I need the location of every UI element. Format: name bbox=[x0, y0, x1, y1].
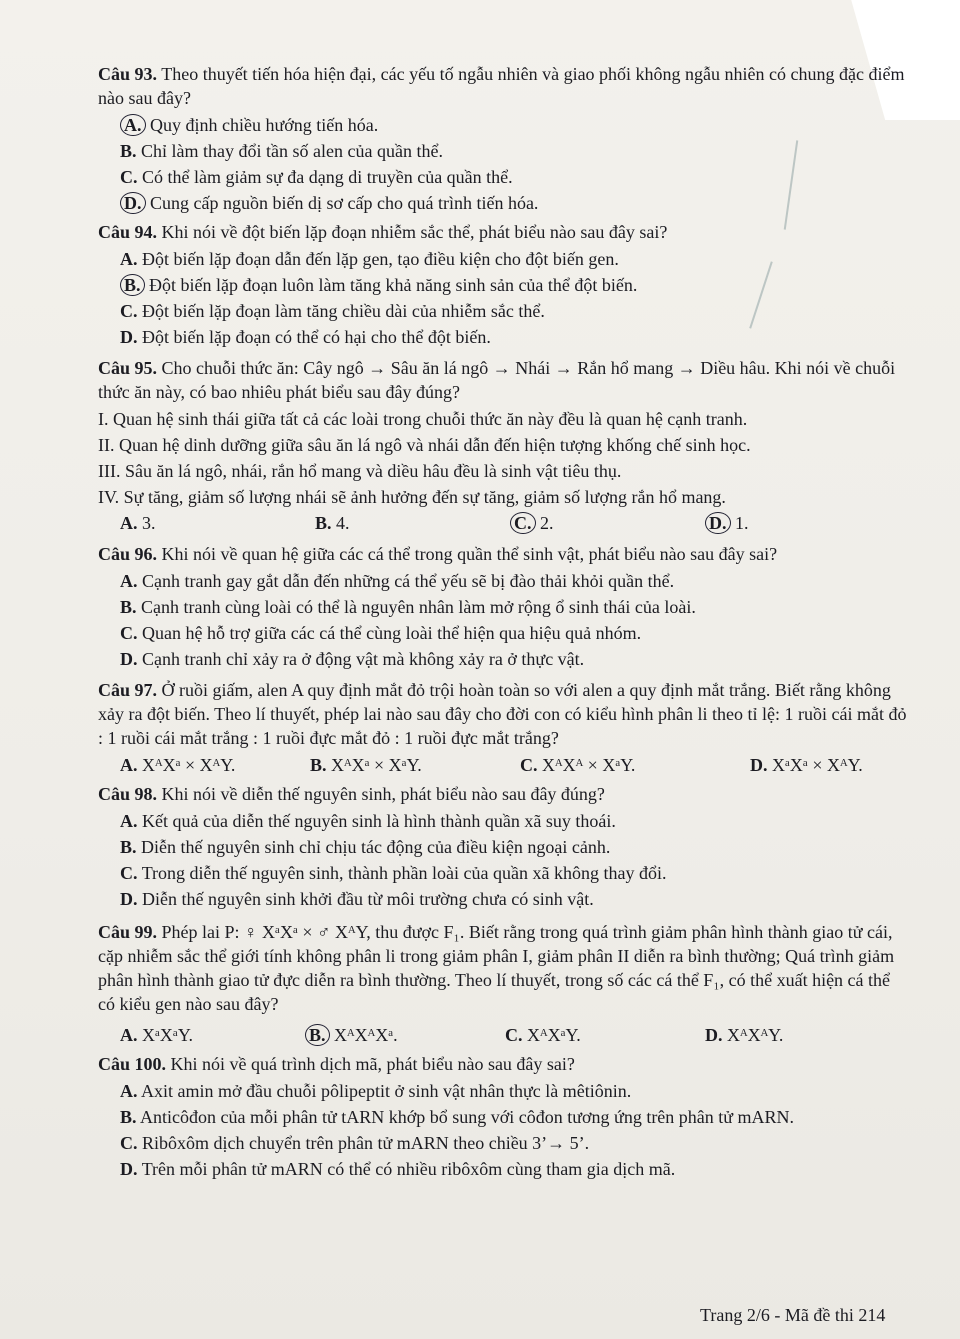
question-97 bbox=[98, 678, 908, 778]
question-stem: Theo thuyết tiến hóa hiện đại, các yếu tố ngẫu nhiên và giao phối không ngẫu nhiên có chung đặc điểm nào sau đây? bbox=[98, 64, 905, 108]
question-98 bbox=[98, 782, 908, 912]
option-c[interactable]: C. Có thể làm giảm sự đa dạng di truyền của quần thể. bbox=[120, 167, 513, 187]
option-d[interactable]: D. Cạnh tranh chỉ xảy ra ở động vật mà không xảy ra ở thực vật. bbox=[120, 649, 585, 669]
options-row bbox=[98, 1022, 908, 1048]
option-d[interactable]: D. XᴬXᴬY. bbox=[705, 1025, 784, 1045]
option-b[interactable]: B. Chỉ làm thay đổi tần số alen của quần thể. bbox=[120, 141, 443, 161]
question-stem: Phép lai P: ♀ XᵃXᵃ × ♂ XᴬY, thu được F₁. Biết rằng trong quá trình giảm phân hình thành giao tử cái, cặp nhiễm sắc thể giới tính không phân li trong giảm phân I, giảm phân II diễn ra bình thường; Quá trình giảm phân hình thành giao tử đực diễn ra bình thường. Theo lí thuyết, trong số các cá thể F₁, có thể xuất hiện cá thể có kiểu gen nào sau đây? bbox=[98, 922, 895, 1014]
question-label: Câu 95. bbox=[98, 358, 158, 378]
question-stem: Khi nói về diễn thế nguyên sinh, phát biểu nào sau đây đúng? bbox=[161, 784, 605, 804]
option-d[interactable]: D. Diễn thế nguyên sinh khởi đầu từ môi trường chưa có sinh vật. bbox=[120, 889, 594, 909]
question-label: Câu 96. bbox=[98, 544, 158, 564]
option-c[interactable]: C. Trong diễn thế nguyên sinh, thành phần loài của quần xã không thay đổi. bbox=[120, 863, 667, 883]
option-c[interactable]: C. 2. bbox=[510, 510, 705, 536]
option-b[interactable]: B. XᴬXᴬXᵃ. bbox=[305, 1022, 505, 1048]
option-b[interactable]: B. XᴬXᵃ × XᵃY. bbox=[310, 755, 422, 775]
question-96 bbox=[98, 542, 908, 672]
option-b[interactable]: B. Anticôđon của mỗi phân tử tARN khớp bổ sung với côđon tương ứng trên phân tử mARN. bbox=[120, 1107, 795, 1127]
question-stem: Khi nói về quá trình dịch mã, phát biểu nào sau đây sai? bbox=[170, 1054, 575, 1074]
option-a[interactable]: A. Axit amin mở đầu chuỗi pôlipeptit ở sinh vật nhân thực là mêtiônin. bbox=[120, 1081, 632, 1101]
option-d[interactable]: D. XᵃXᵃ × XᴬY. bbox=[750, 755, 863, 775]
question-label: Câu 97. bbox=[98, 680, 158, 700]
question-95 bbox=[98, 356, 908, 536]
option-a[interactable]: A. Cạnh tranh gay gắt dẫn đến những cá thể yếu sẽ bị đào thải khỏi quần thể. bbox=[120, 571, 675, 591]
question-label: Câu 98. bbox=[98, 784, 158, 804]
question-stem: Khi nói về đột biến lặp đoạn nhiễm sắc thể, phát biểu nào sau đây sai? bbox=[161, 222, 668, 242]
option-b[interactable]: B. 4. bbox=[315, 513, 350, 533]
question-94 bbox=[98, 220, 908, 350]
question-label: Câu 100. bbox=[98, 1054, 167, 1074]
option-a[interactable]: A. 3. bbox=[120, 513, 156, 533]
option-a[interactable]: A. Quy định chiều hướng tiến hóa. bbox=[98, 112, 908, 138]
option-c[interactable]: C. Ribôxôm dịch chuyển trên phân tử mARN theo chiều 3’→ 5’. bbox=[120, 1133, 590, 1153]
option-d[interactable]: D. Cung cấp nguồn biến dị sơ cấp cho quá trình tiến hóa. bbox=[98, 190, 908, 216]
question-100 bbox=[98, 1052, 908, 1182]
option-a[interactable]: A. XᵃXᵃY. bbox=[120, 1025, 194, 1045]
option-b[interactable]: B. Cạnh tranh cùng loài có thể là nguyên nhân làm mở rộng ổ sinh thái của loài. bbox=[120, 597, 696, 617]
question-list bbox=[98, 62, 908, 1182]
question-93 bbox=[98, 62, 908, 216]
option-c[interactable]: C. XᴬXᴬ × XᵃY. bbox=[520, 755, 636, 775]
statement-1: I. Quan hệ sinh thái giữa tất cả các loài trong chuỗi thức ăn này đều là quan hệ cạnh tranh. bbox=[98, 409, 748, 429]
option-b[interactable]: B. Đột biến lặp đoạn luôn làm tăng khả năng sinh sản của thể đột biến. bbox=[98, 272, 908, 298]
question-99 bbox=[98, 920, 908, 1048]
option-d[interactable]: D. Trên mỗi phân tử mARN có thể có nhiều ribôxôm cùng tham gia dịch mã. bbox=[120, 1159, 676, 1179]
statement-2: II. Quan hệ dinh dưỡng giữa sâu ăn lá ngô và nhái dẫn đến hiện tượng khống chế sinh học. bbox=[98, 435, 751, 455]
option-d[interactable]: D. Đột biến lặp đoạn có thể có hại cho thể đột biến. bbox=[120, 327, 491, 347]
page-footer: Trang 2/6 - Mã đề thi 214 bbox=[700, 1305, 886, 1325]
question-stem: Ở ruồi giấm, alen A quy định mắt đỏ trội hoàn toàn so với alen a quy định mắt trắng. Biết rằng không xảy ra đột biến. Theo lí thuyết, phép lai nào sau đây cho đời con có kiểu hình phân li theo tỉ lệ: 1 ruồi cái mắt đỏ : 1 ruồi cái mắt trắng : 1 ruồi đực mắt đỏ : 1 ruồi đực mắt trắng? bbox=[98, 680, 907, 748]
question-stem: Khi nói về quan hệ giữa các cá thể trong quần thể sinh vật, phát biểu nào sau đây sai? bbox=[161, 544, 778, 564]
options-row bbox=[98, 510, 908, 536]
option-c[interactable]: C. XᴬXᵃY. bbox=[505, 1025, 581, 1045]
option-c[interactable]: C. Đột biến lặp đoạn làm tăng chiều dài của nhiễm sắc thể. bbox=[120, 301, 545, 321]
option-a[interactable]: A. Kết quả của diễn thế nguyên sinh là hình thành quần xã suy thoái. bbox=[120, 811, 616, 831]
statement-3: III. Sâu ăn lá ngô, nhái, rắn hổ mang và diều hâu đều là sinh vật tiêu thụ. bbox=[98, 461, 622, 481]
statement-4: IV. Sự tăng, giảm số lượng nhái sẽ ảnh hưởng đến sự tăng, giảm số lượng rắn hổ mang. bbox=[98, 487, 726, 507]
options-row bbox=[98, 752, 908, 778]
question-label: Câu 94. bbox=[98, 222, 158, 242]
question-label: Câu 93. bbox=[98, 64, 158, 84]
option-a[interactable]: A. XᴬXᵃ × XᴬY. bbox=[120, 755, 236, 775]
option-c[interactable]: C. Quan hệ hỗ trợ giữa các cá thể cùng loài thể hiện qua hiệu quả nhóm. bbox=[120, 623, 642, 643]
option-b[interactable]: B. Diễn thế nguyên sinh chỉ chịu tác động của điều kiện ngoại cảnh. bbox=[120, 837, 611, 857]
question-label: Câu 99. bbox=[98, 922, 158, 942]
option-d[interactable]: D. 1. bbox=[705, 510, 749, 536]
question-stem: Cho chuỗi thức ăn: Cây ngô → Sâu ăn lá ngô → Nhái → Rắn hổ mang → Diều hâu. Khi nói về chuỗi thức ăn này, có bao nhiêu phát biểu sau đây đúng? bbox=[98, 358, 896, 402]
option-a[interactable]: A. Đột biến lặp đoạn dẫn đến lặp gen, tạo điều kiện cho đột biến gen. bbox=[120, 249, 619, 269]
